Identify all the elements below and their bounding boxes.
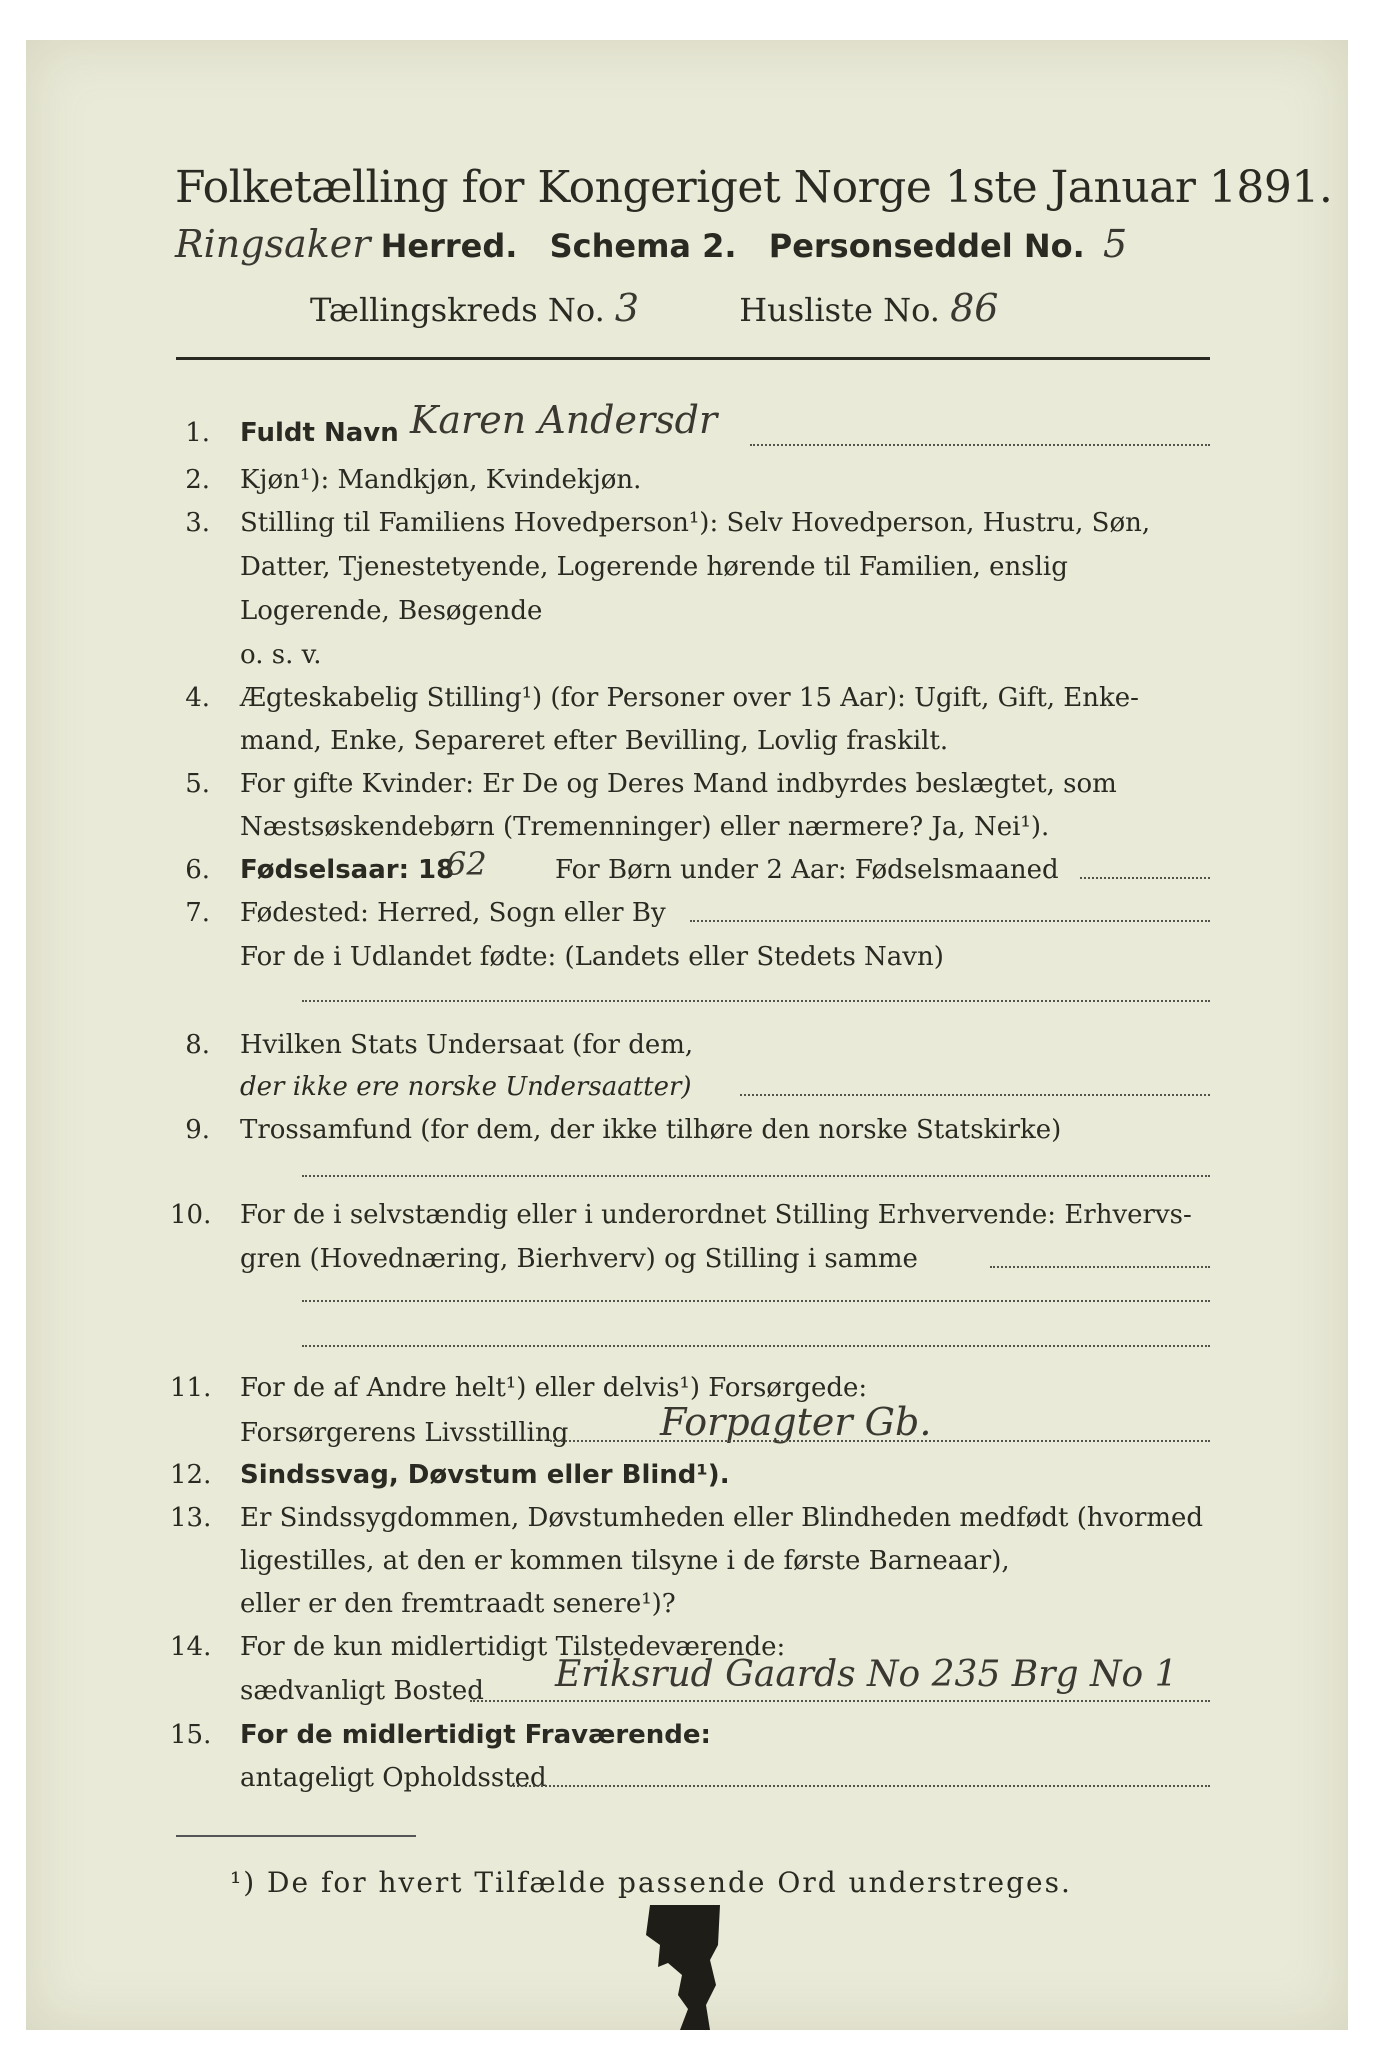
- form-title: Folketælling for Kongeriget Norge 1ste Januar 1891.: [175, 162, 1333, 213]
- personseddel-number: 5: [1102, 222, 1128, 266]
- husliste-number: 86: [950, 286, 999, 330]
- husliste-label: Husliste No.: [739, 291, 940, 329]
- full-name-handwritten: Karen Andersdr: [410, 398, 718, 442]
- herred-line: [175, 222, 1127, 266]
- provider-occupation-handwritten: Forpagter Gb.: [660, 1400, 932, 1444]
- herred-label: Herred.: [380, 227, 518, 265]
- usual-residence-handwritten: Eriksrud Gaards No 235 Brg No 1: [555, 1654, 1178, 1695]
- kreds-number: 3: [614, 286, 640, 330]
- birth-year-handwritten: 62: [446, 845, 487, 883]
- kreds-line: [310, 286, 998, 330]
- header-rule: [176, 357, 1210, 360]
- ink-blot: [640, 1905, 726, 2030]
- schema-label: Schema 2.: [549, 227, 737, 265]
- kreds-label: Tællingskreds No.: [310, 291, 605, 329]
- personseddel-label: Personseddel No.: [768, 227, 1085, 265]
- herred-handwritten: Ringsaker: [175, 222, 371, 266]
- footnote-rule: [176, 1835, 416, 1837]
- footnote: ¹) De for hvert Tilfælde passende Ord understreges.: [230, 1866, 1072, 1899]
